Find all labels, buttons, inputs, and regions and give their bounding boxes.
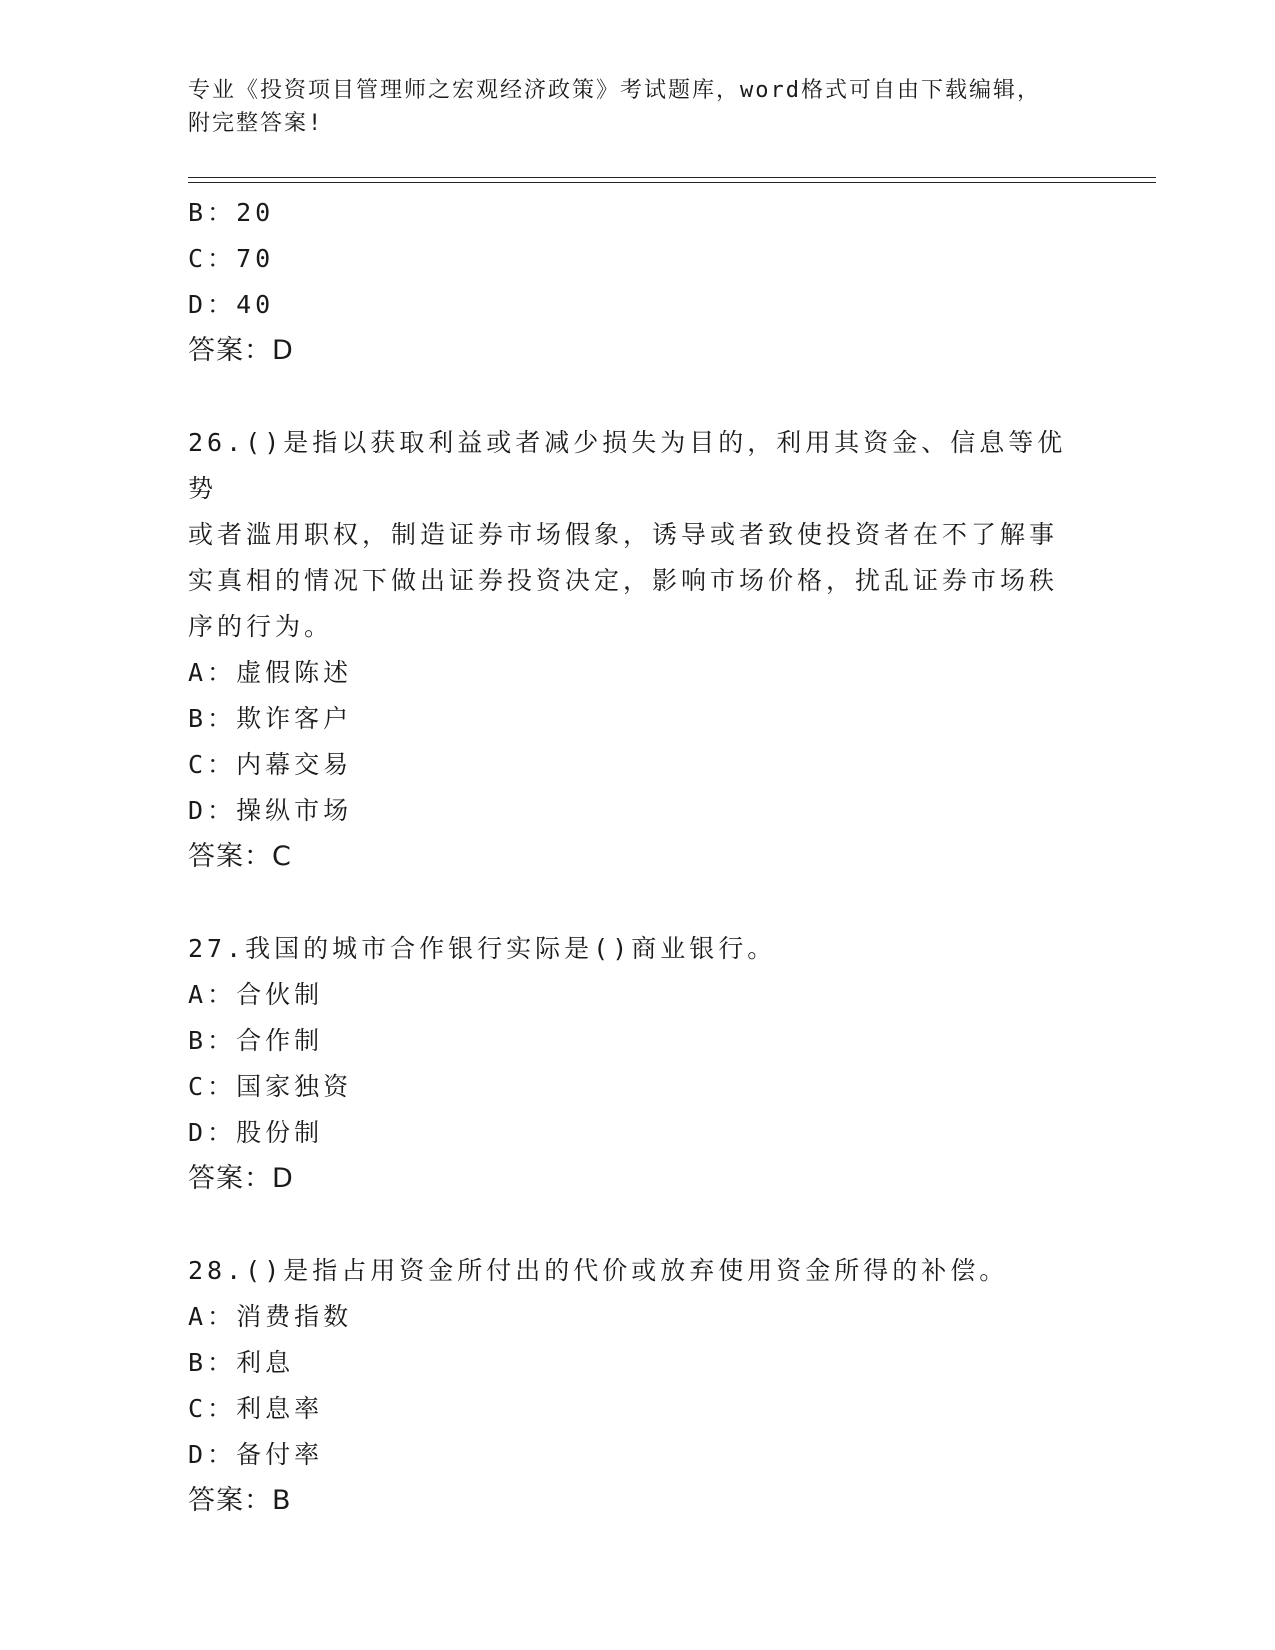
question-stem — [188, 420, 1088, 650]
option-b: B：20 — [188, 198, 275, 227]
stem-line: 28.()是指占用资金所付出的代价或放弃使用资金所得的补偿。 — [188, 1256, 1009, 1285]
question-26 — [188, 420, 1088, 880]
stem-line: 实真相的情况下做出证券投资决定，影响市场价格，扰乱证券市场秩 — [188, 566, 1059, 595]
option-b: B：合作制 — [188, 1026, 324, 1055]
option-b: B：欺诈客户 — [188, 704, 353, 733]
answer-line: 答案：C — [188, 841, 292, 872]
stem-line: 或者滥用职权，制造证券市场假象，诱导或者致使投资者在不了解事 — [188, 520, 1059, 549]
question-stem — [188, 1248, 1088, 1294]
option-c: C：国家独资 — [188, 1072, 353, 1101]
stem-line: 26.()是指以获取利益或者减少损失为目的，利用其资金、信息等优势 — [188, 428, 1067, 503]
question-28 — [188, 1248, 1088, 1524]
question-stem — [188, 926, 1088, 972]
stem-line: 序的行为。 — [188, 612, 334, 641]
question-list — [188, 190, 1088, 1524]
stem-line: 27.我国的城市合作银行实际是()商业银行。 — [188, 934, 777, 963]
option-c: C：利息率 — [188, 1394, 324, 1423]
question-27 — [188, 926, 1088, 1202]
option-a: A：合伙制 — [188, 980, 324, 1009]
previous-question-tail — [188, 190, 1088, 374]
answer-line: 答案：D — [188, 335, 294, 366]
option-c: C：内幕交易 — [188, 750, 353, 779]
answer-line: 答案：B — [188, 1485, 292, 1516]
option-d: D：备付率 — [188, 1440, 324, 1469]
option-d: D：40 — [188, 290, 275, 319]
option-b: B：利息 — [188, 1348, 295, 1377]
option-a: A：虚假陈述 — [188, 658, 353, 687]
header-divider-bottom — [188, 182, 1156, 183]
header-line-2: 附完整答案! — [188, 111, 324, 136]
option-d: D：操纵市场 — [188, 796, 353, 825]
header-divider-top — [188, 177, 1156, 178]
option-d: D：股份制 — [188, 1118, 324, 1147]
header-line-1: 专业《投资项目管理师之宏观经济政策》考试题库，word格式可自由下载编辑， — [188, 78, 1041, 103]
option-c: C：70 — [188, 244, 275, 273]
option-a: A：消费指数 — [188, 1302, 353, 1331]
document-header — [188, 74, 1108, 140]
answer-line: 答案：D — [188, 1163, 294, 1194]
